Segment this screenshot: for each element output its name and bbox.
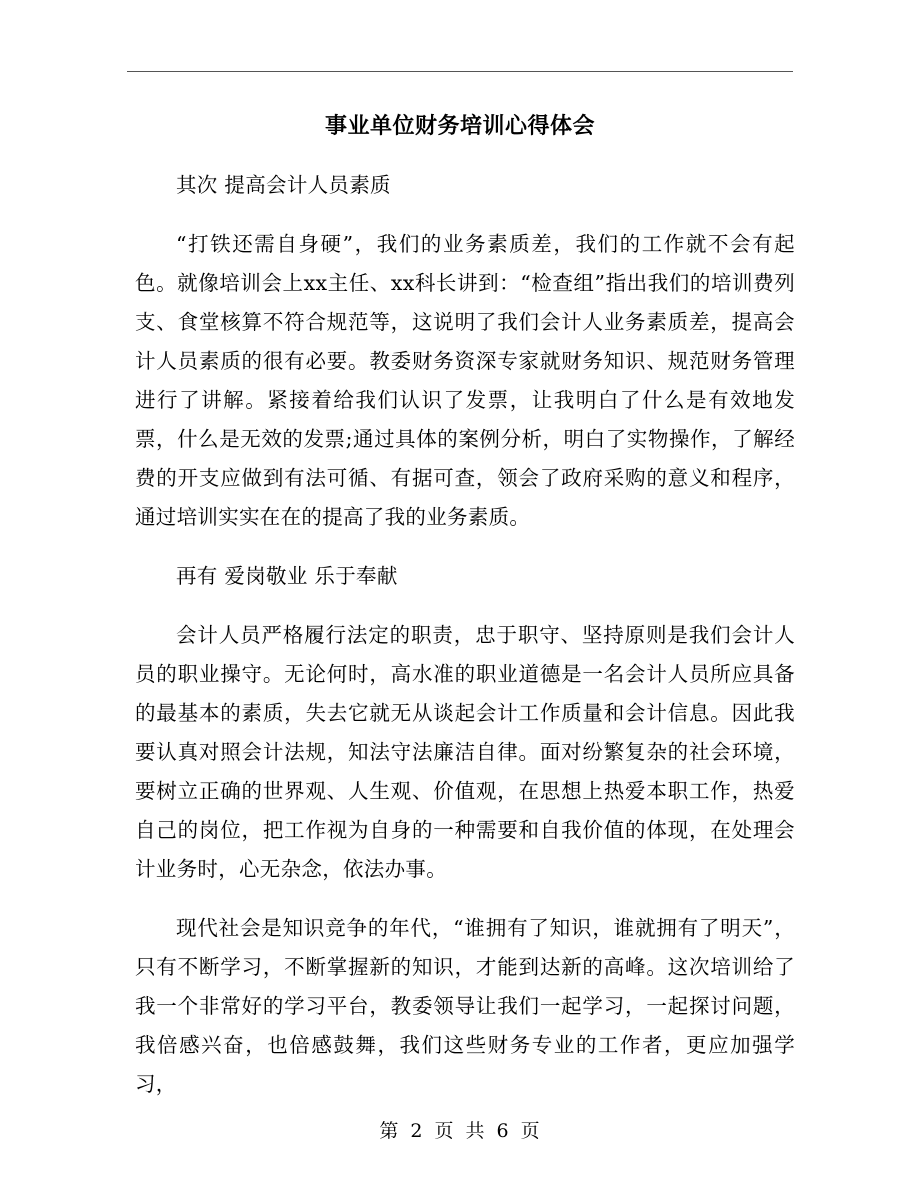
- document-title: 事业单位财务培训心得体会: [324, 113, 595, 139]
- section-heading-quality: 其次 提高会计人员素质: [176, 173, 391, 197]
- header-rule: [127, 71, 793, 72]
- paragraph-quality: “打铁还需自身硬”，我们的业务素质差，我们的工作就不会有起色。就像培训会上xx主任、xx科长讲到：“检查组”指出我们的培训费列支、食堂核算不符合规范等，这说明了我们会计人业务素质差，提高会计人员素质的很有必要。教委财务资深专家就财务知识、规范财务管理进行了讲解。紧接着给我们认识了发票，让我明白了什么是有效地发票，什么是无效的发票;通过具体的案例分析，明白了实物操作，了解经费的开支应做到有法可循、有据可查，领会了政府采购的意义和程序，通过培训实实在在的提高了我的业务素质。: [135, 232, 795, 529]
- paragraph-ethics: 会计人员严格履行法定的职责，忠于职守、坚持原则是我们会计人员的职业操守。无论何时，高水准的职业道德是一名会计人员所应具备的最基本的素质，失去它就无从谈起会计工作质量和会计信息。因此我要认真对照会计法规，知法守法廉洁自律。面对纷繁复杂的社会环境，要树立正确的世界观、人生观、价值观，在思想上热爱本职工作，热爱自己的岗位，把工作视为自身的一种需要和自我价值的体现，在处理会计业务时，心无杂念，依法办事。: [135, 623, 795, 881]
- document-body: [135, 166, 795, 1104]
- page-number-footer: 第 2 页 共 6 页: [379, 1120, 541, 1142]
- paragraph-learning: 现代社会是知识竞争的年代，“谁拥有了知识，谁就拥有了明天”，只有不断学习，不断掌握新的知识，才能到达新的高峰。这次培训给了我一个非常好的学习平台，教委领导让我们一起学习，一起探讨问题，我倍感兴奋，也倍感鼓舞，我们这些财务专业的工作者，更应加强学习，: [135, 916, 795, 1096]
- section-heading-dedication: 再有 爱岗敬业 乐于奉献: [176, 564, 398, 588]
